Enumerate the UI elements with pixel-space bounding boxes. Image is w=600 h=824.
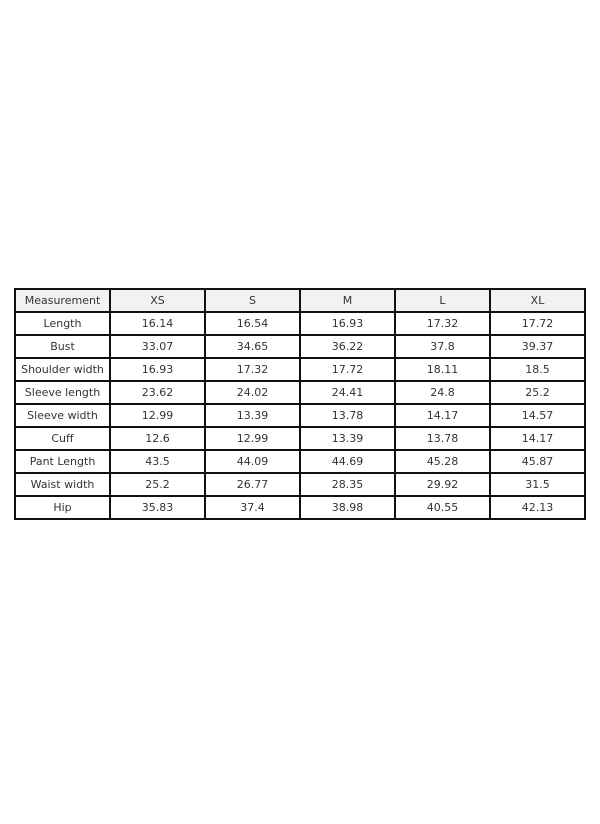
table-cell: 36.22 — [300, 335, 395, 358]
table-cell: 35.83 — [110, 496, 205, 519]
header-m: M — [300, 289, 395, 312]
header-l: L — [395, 289, 490, 312]
table-cell: 16.54 — [205, 312, 300, 335]
table-row — [15, 358, 585, 381]
table-cell: 44.09 — [205, 450, 300, 473]
table-row — [15, 427, 585, 450]
table-cell-label: Sleeve length — [15, 381, 110, 404]
table-cell: 13.39 — [300, 427, 395, 450]
table-cell: 16.14 — [110, 312, 205, 335]
header-measurement: Measurement — [15, 289, 110, 312]
table-cell: 16.93 — [110, 358, 205, 381]
table-cell: 24.8 — [395, 381, 490, 404]
table-row — [15, 473, 585, 496]
table-cell: 12.6 — [110, 427, 205, 450]
table-cell: 13.39 — [205, 404, 300, 427]
table-cell: 26.77 — [205, 473, 300, 496]
table-cell: 40.55 — [395, 496, 490, 519]
table-cell: 17.72 — [300, 358, 395, 381]
table-cell: 43.5 — [110, 450, 205, 473]
table-row — [15, 450, 585, 473]
table-cell: 17.32 — [395, 312, 490, 335]
table-row — [15, 496, 585, 519]
table-cell: 29.92 — [395, 473, 490, 496]
table-cell-label: Length — [15, 312, 110, 335]
table-cell: 25.2 — [490, 381, 585, 404]
table-cell: 25.2 — [110, 473, 205, 496]
table-cell-label: Cuff — [15, 427, 110, 450]
table-cell: 18.11 — [395, 358, 490, 381]
table-cell-label: Sleeve width — [15, 404, 110, 427]
table-cell-label: Pant Length — [15, 450, 110, 473]
table-cell-label: Waist width — [15, 473, 110, 496]
table-cell: 23.62 — [110, 381, 205, 404]
table-cell: 13.78 — [300, 404, 395, 427]
table-cell: 37.8 — [395, 335, 490, 358]
size-chart-table — [14, 288, 586, 520]
header-row — [15, 289, 585, 312]
table-cell: 31.5 — [490, 473, 585, 496]
table-cell-label: Shoulder width — [15, 358, 110, 381]
header-xl: XL — [490, 289, 585, 312]
table-cell: 14.57 — [490, 404, 585, 427]
size-chart-header — [15, 289, 585, 312]
table-cell-label: Bust — [15, 335, 110, 358]
table-cell: 39.37 — [490, 335, 585, 358]
table-row — [15, 381, 585, 404]
header-xs: XS — [110, 289, 205, 312]
table-cell: 45.28 — [395, 450, 490, 473]
table-cell: 37.4 — [205, 496, 300, 519]
table-cell-label: Hip — [15, 496, 110, 519]
table-cell: 14.17 — [490, 427, 585, 450]
table-cell: 17.72 — [490, 312, 585, 335]
header-s: S — [205, 289, 300, 312]
table-cell: 24.41 — [300, 381, 395, 404]
size-chart-body — [15, 312, 585, 519]
table-cell: 34.65 — [205, 335, 300, 358]
table-cell: 44.69 — [300, 450, 395, 473]
table-cell: 14.17 — [395, 404, 490, 427]
table-cell: 13.78 — [395, 427, 490, 450]
table-cell: 33.07 — [110, 335, 205, 358]
table-row — [15, 312, 585, 335]
table-cell: 38.98 — [300, 496, 395, 519]
table-cell: 18.5 — [490, 358, 585, 381]
table-cell: 12.99 — [205, 427, 300, 450]
table-cell: 45.87 — [490, 450, 585, 473]
table-cell: 17.32 — [205, 358, 300, 381]
table-cell: 42.13 — [490, 496, 585, 519]
table-cell: 28.35 — [300, 473, 395, 496]
table-cell: 16.93 — [300, 312, 395, 335]
table-row — [15, 404, 585, 427]
table-cell: 12.99 — [110, 404, 205, 427]
table-cell: 24.02 — [205, 381, 300, 404]
table-row — [15, 335, 585, 358]
